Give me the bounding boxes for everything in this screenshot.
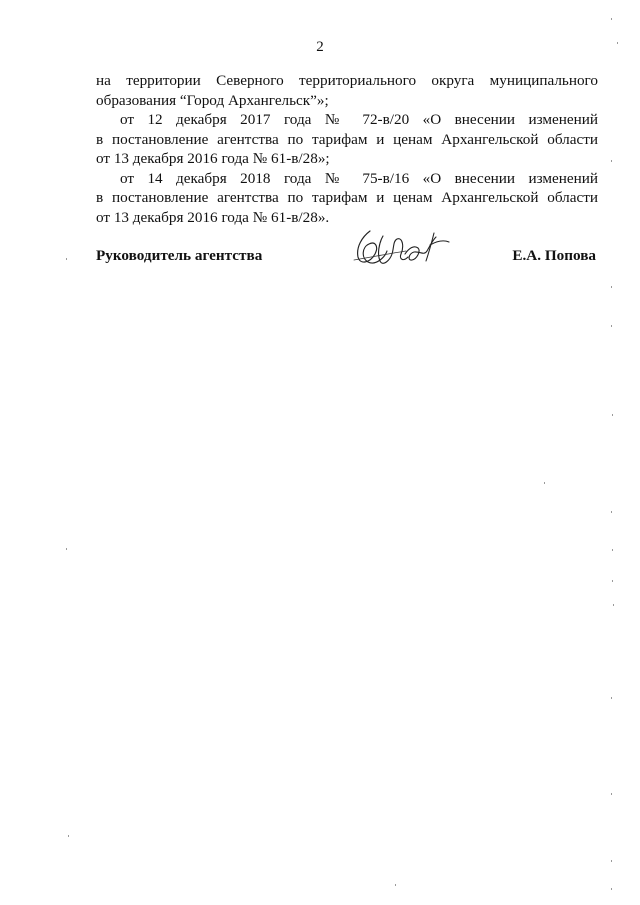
signer-title: Руководитель агентства (96, 247, 263, 264)
scan-speck (611, 860, 612, 862)
scan-speck (612, 414, 613, 416)
document-body (96, 71, 598, 227)
scan-speck (544, 482, 545, 484)
text-line-5: от 13 декабря 2016 года № 61-в/28»; (96, 150, 330, 167)
scan-speck (66, 548, 67, 550)
text-line-2: образования “Город Архангельск”»; (96, 91, 329, 109)
scan-speck (611, 697, 612, 699)
scan-speck (613, 604, 614, 606)
scan-speck (612, 580, 613, 582)
scan-speck (611, 511, 612, 513)
text-line-4: в постановление агентства по тарифам и ценам Архангельской области (96, 130, 598, 148)
text-line-1: на территории Северного территориального округа муниципального (96, 72, 598, 89)
scan-speck (617, 42, 618, 44)
text-line-3: от 12 декабря 2017 года № 72-в/20 «О внесении изменений (120, 111, 598, 128)
scan-speck (611, 793, 612, 795)
scan-speck (611, 18, 612, 20)
scan-speck (611, 286, 612, 288)
scan-speck (395, 884, 396, 886)
scan-speck (611, 325, 612, 327)
scan-speck (66, 258, 67, 260)
scan-speck (68, 835, 69, 837)
page-number: 2 (316, 39, 324, 55)
handwritten-signature (348, 223, 452, 271)
scan-speck (611, 160, 612, 162)
text-line-8: от 13 декабря 2016 года № 61-в/28». (96, 208, 330, 226)
signature-block (96, 223, 598, 271)
signer-name: Е.А. Попова (512, 247, 596, 264)
scan-speck (611, 888, 612, 890)
text-line-7: в постановление агентства по тарифам и ценам Архангельской области (96, 189, 598, 206)
scan-speck (612, 549, 613, 551)
text-line-6: от 14 декабря 2018 года № 75-в/16 «О внесении изменений (120, 169, 598, 187)
